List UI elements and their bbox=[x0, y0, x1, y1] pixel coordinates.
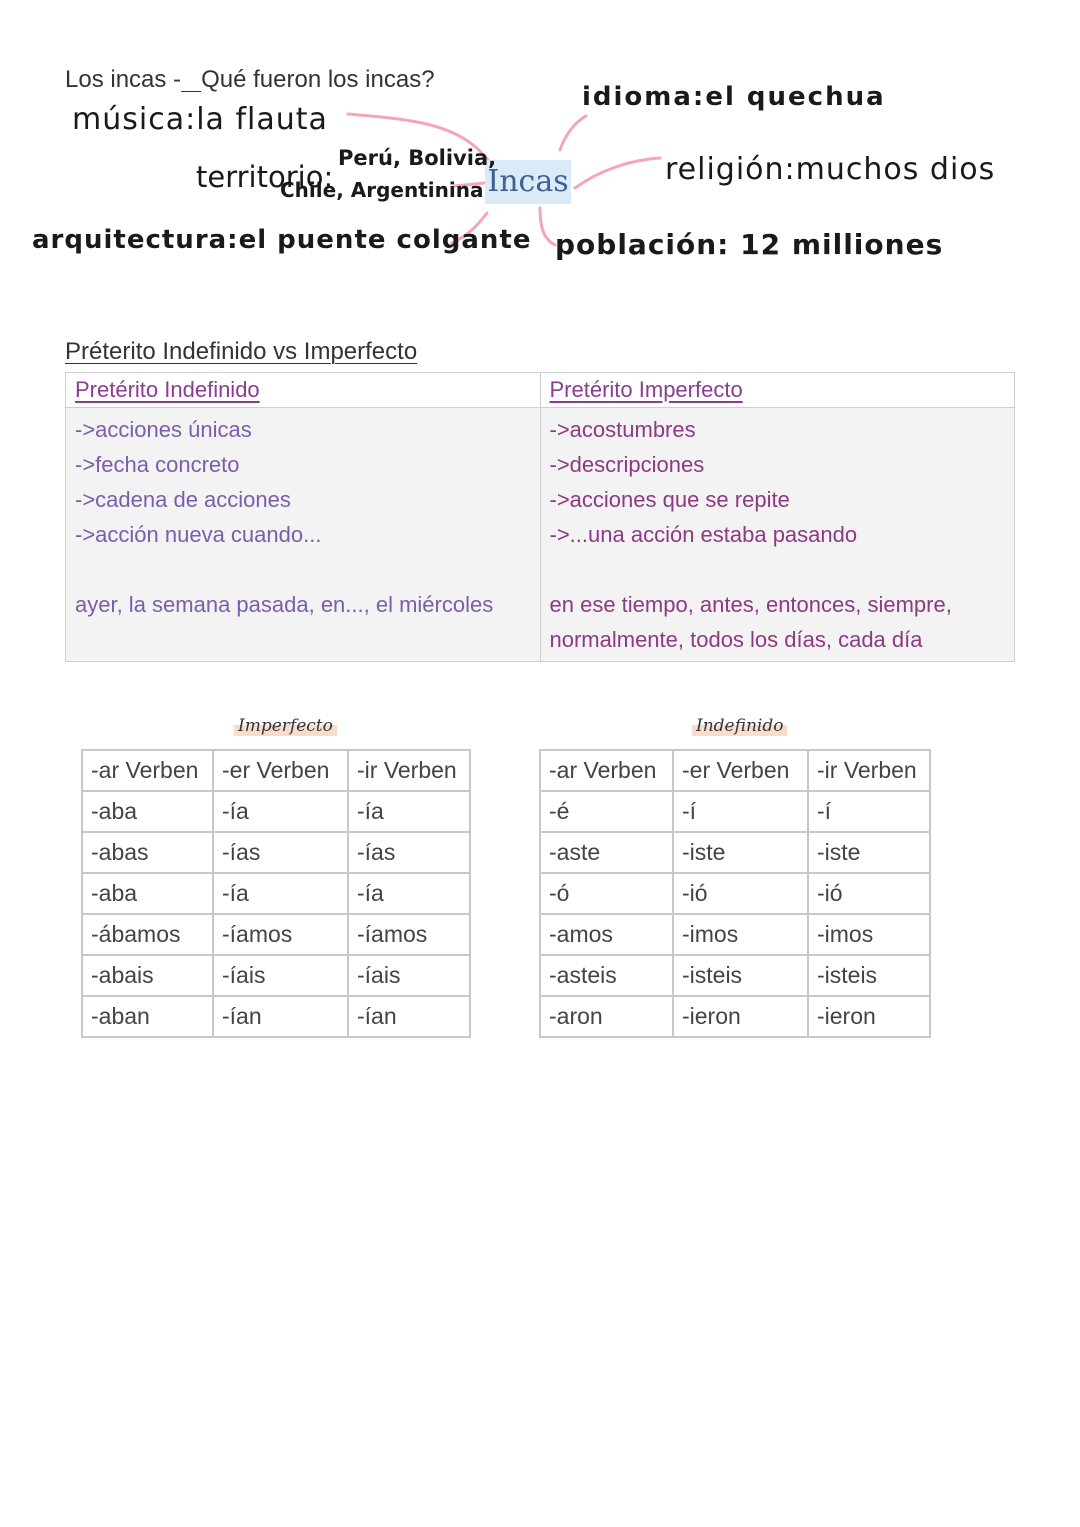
table-cell: -íais bbox=[348, 955, 470, 996]
node-arquitectura: arquitectura:el puente colgante bbox=[32, 225, 532, 255]
table-cell: -é bbox=[540, 791, 673, 832]
table-header-cell: -er Verben bbox=[673, 750, 808, 791]
table-cell: -ábamos bbox=[82, 914, 213, 955]
table-row bbox=[540, 791, 930, 832]
table-cell: -í bbox=[673, 791, 808, 832]
table-header-cell: -er Verben bbox=[213, 750, 348, 791]
imperfecto-table bbox=[81, 749, 471, 1038]
table-row bbox=[540, 914, 930, 955]
table-header-row bbox=[82, 750, 470, 791]
node-religion: religión:muchos dios bbox=[665, 152, 996, 187]
table-cell: -aron bbox=[540, 996, 673, 1037]
indefinido-table bbox=[539, 749, 931, 1038]
list-item: ->acostumbres bbox=[549, 417, 696, 442]
comparison-right-cell bbox=[540, 408, 1015, 662]
table-cell: -ieron bbox=[673, 996, 808, 1037]
comparison-left-cell bbox=[66, 408, 541, 662]
table-row bbox=[82, 791, 470, 832]
table-cell: -íais bbox=[213, 955, 348, 996]
table-cell: -aba bbox=[82, 791, 213, 832]
table-cell: -ó bbox=[540, 873, 673, 914]
list-item: ->descripciones bbox=[549, 452, 705, 477]
node-idioma: idioma:el quechua bbox=[582, 82, 886, 112]
node-territorio-line2: Chile, Argentinina bbox=[280, 178, 484, 202]
table-row bbox=[82, 996, 470, 1037]
table-header-row bbox=[540, 750, 930, 791]
node-territorio-label: territorio: bbox=[196, 160, 334, 194]
table-cell: -imos bbox=[808, 914, 930, 955]
table-cell: -amos bbox=[540, 914, 673, 955]
table-cell: -ió bbox=[808, 873, 930, 914]
time-markers: en ese tiempo, antes, entonces, siempre, normalmente, todos los días, cada día bbox=[549, 592, 952, 652]
node-musica: música:la flauta bbox=[72, 102, 328, 137]
table-cell: -ieron bbox=[808, 996, 930, 1037]
list-item: ->acciones que se repite bbox=[549, 487, 790, 512]
table-cell: -isteis bbox=[808, 955, 930, 996]
table-cell: -iste bbox=[808, 832, 930, 873]
list-item: ->...una acción estaba pasando bbox=[549, 522, 858, 547]
table-header-cell: -ar Verben bbox=[82, 750, 213, 791]
table-cell: -ían bbox=[348, 996, 470, 1037]
table-cell: -ían bbox=[213, 996, 348, 1037]
node-poblacion: población: 12 milliones bbox=[555, 228, 944, 261]
table-cell: -imos bbox=[673, 914, 808, 955]
table-cell: -iste bbox=[673, 832, 808, 873]
table-cell: -aste bbox=[540, 832, 673, 873]
table-cell: -aba bbox=[82, 873, 213, 914]
comparison-header-row bbox=[66, 373, 1015, 408]
table-row bbox=[540, 955, 930, 996]
table-cell: -íamos bbox=[348, 914, 470, 955]
connector-idioma bbox=[560, 116, 586, 150]
table-header-cell: -ir Verben bbox=[808, 750, 930, 791]
table-header-cell: -ir Verben bbox=[348, 750, 470, 791]
comparison-body-row bbox=[66, 408, 1015, 662]
table-cell: -abas bbox=[82, 832, 213, 873]
table-cell: -ía bbox=[348, 873, 470, 914]
table-row bbox=[540, 996, 930, 1037]
connector-poblacion bbox=[540, 208, 555, 245]
comparison-title: Préterito Indefinido vs Imperfecto bbox=[65, 338, 418, 365]
table-row bbox=[540, 832, 930, 873]
table-row bbox=[82, 832, 470, 873]
table-cell: -ía bbox=[213, 791, 348, 832]
table-cell: -ió bbox=[673, 873, 808, 914]
comparison-header-left: Pretérito Indefinido bbox=[66, 373, 541, 408]
table-row bbox=[540, 873, 930, 914]
indefinido-caption: Indefinido bbox=[692, 716, 787, 736]
comparison-header-right: Pretérito Imperfecto bbox=[540, 373, 1015, 408]
mindmap-center: Incas bbox=[485, 160, 571, 204]
list-item: ->fecha concreto bbox=[75, 452, 240, 477]
table-header-cell: -ar Verben bbox=[540, 750, 673, 791]
table-row bbox=[82, 873, 470, 914]
node-territorio-line1: Perú, Bolivia, bbox=[338, 146, 497, 170]
table-cell: -abais bbox=[82, 955, 213, 996]
list-item: ->cadena de acciones bbox=[75, 487, 291, 512]
table-cell: -ías bbox=[348, 832, 470, 873]
list-item: ->acciones únicas bbox=[75, 417, 252, 442]
list-item: ->acción nueva cuando... bbox=[75, 522, 322, 547]
topic-label: Los incas - bbox=[65, 66, 182, 93]
table-row bbox=[82, 914, 470, 955]
connector-religion bbox=[575, 158, 660, 188]
table-cell: -aban bbox=[82, 996, 213, 1037]
table-cell: -íamos bbox=[213, 914, 348, 955]
table-cell: -asteis bbox=[540, 955, 673, 996]
time-markers: ayer, la semana pasada, en..., el miércoles bbox=[75, 592, 494, 617]
table-row bbox=[82, 955, 470, 996]
table-cell: -ías bbox=[213, 832, 348, 873]
comparison-table bbox=[65, 372, 1015, 662]
table-cell: -ía bbox=[213, 873, 348, 914]
imperfecto-caption: Imperfecto bbox=[234, 716, 337, 736]
table-cell: -isteis bbox=[673, 955, 808, 996]
table-cell: -ía bbox=[348, 791, 470, 832]
table-cell: -í bbox=[808, 791, 930, 832]
question-label: Qué fueron los incas? bbox=[201, 66, 435, 93]
